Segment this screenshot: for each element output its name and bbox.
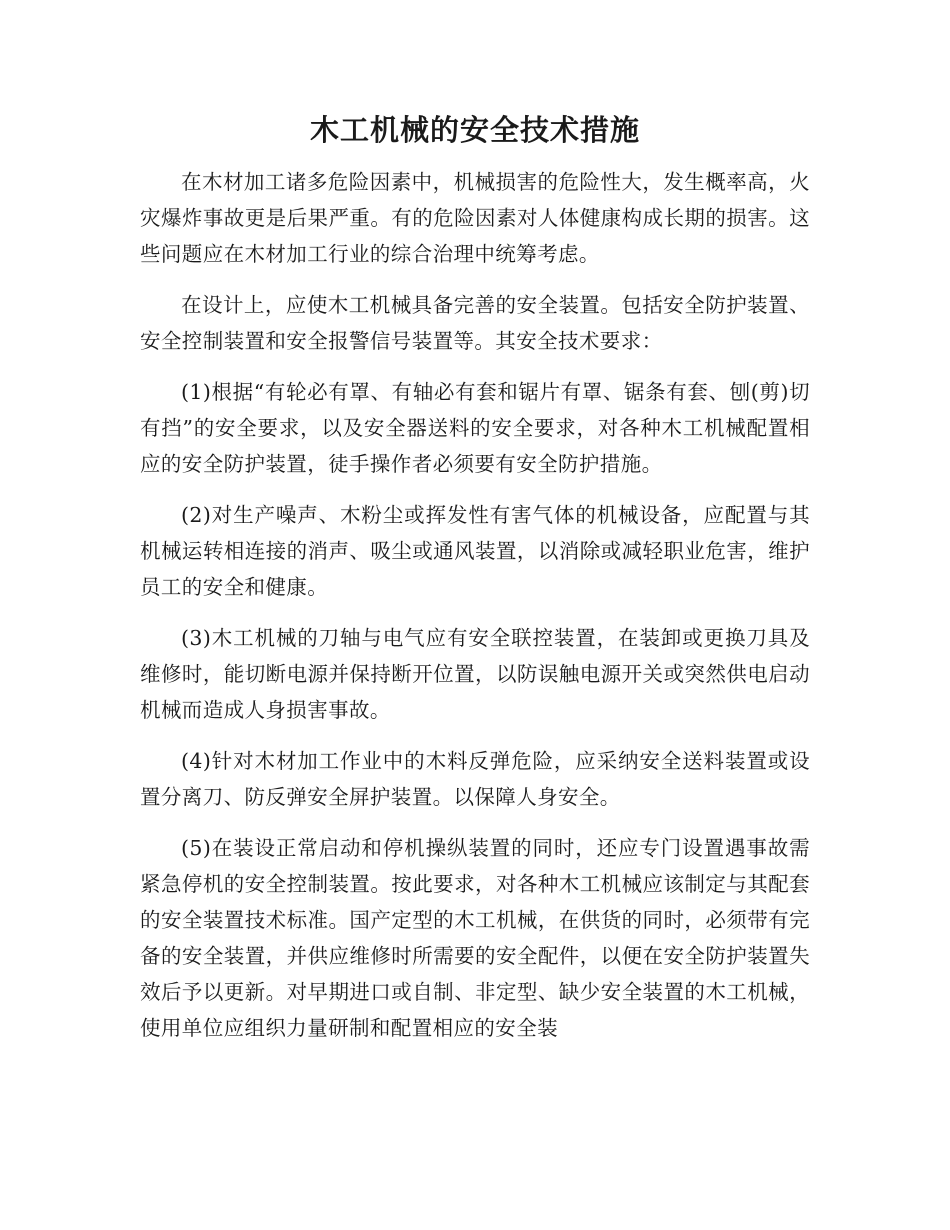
paragraph-item-3: (3)木工机械的刀轴与电气应有安全联控装置，在装卸或更换刀具及维修时，能切断电源并保持断开位置，以防误触电源开关或突然供电启动机械而造成人身损害事故。	[140, 626, 810, 722]
paragraph-intro: 在木材加工诸多危险因素中，机械损害的危险性大，发生概率高，火灾爆炸事故更是后果严重。有的危险因素对人体健康构成长期的损害。这些问题应在木材加工行业的综合治理中统筹考虑。	[140, 170, 810, 266]
paragraph-item-1: (1)根据“有轮必有罩、有轴必有套和锯片有罩、锯条有套、刨(剪)切有挡”的安全要求，以及安全器送料的安全要求，对各种木工机械配置相应的安全防护装置，徒手操作者必须要有安全防护措施。	[140, 380, 810, 476]
paragraph-item-2: (2)对生产噪声、木粉尘或挥发性有害气体的机械设备，应配置与其机械运转相连接的消声、吸尘或通风装置，以消除或减轻职业危害，维护员工的安全和健康。	[140, 503, 810, 599]
paragraph-item-4: (4)针对木材加工作业中的木料反弹危险，应采纳安全送料装置或设置分离刀、防反弹安全屏护装置。以保障人身安全。	[140, 749, 810, 809]
paragraph-item-5: (5)在装设正常启动和停机操纵装置的同时，还应专门设置遇事故需紧急停机的安全控制装置。按此要求，对各种木工机械应该制定与其配套的安全装置技术标准。国产定型的木工机械，在供货的同时，必须带有完备的安全装置，并供应维修时所需要的安全配件，以便在安全防护装置失效后予以更新。对早期进口或自制、非定型、缺少安全装置的木工机械，使用单位应组织力量研制和配置相应的安全装	[140, 836, 810, 1040]
document-title: 木工机械的安全技术措施	[309, 113, 640, 147]
paragraph-design-requirements: 在设计上，应使木工机械具备完善的安全装置。包括安全防护装置、安全控制装置和安全报警信号装置等。其安全技术要求：	[140, 293, 810, 353]
